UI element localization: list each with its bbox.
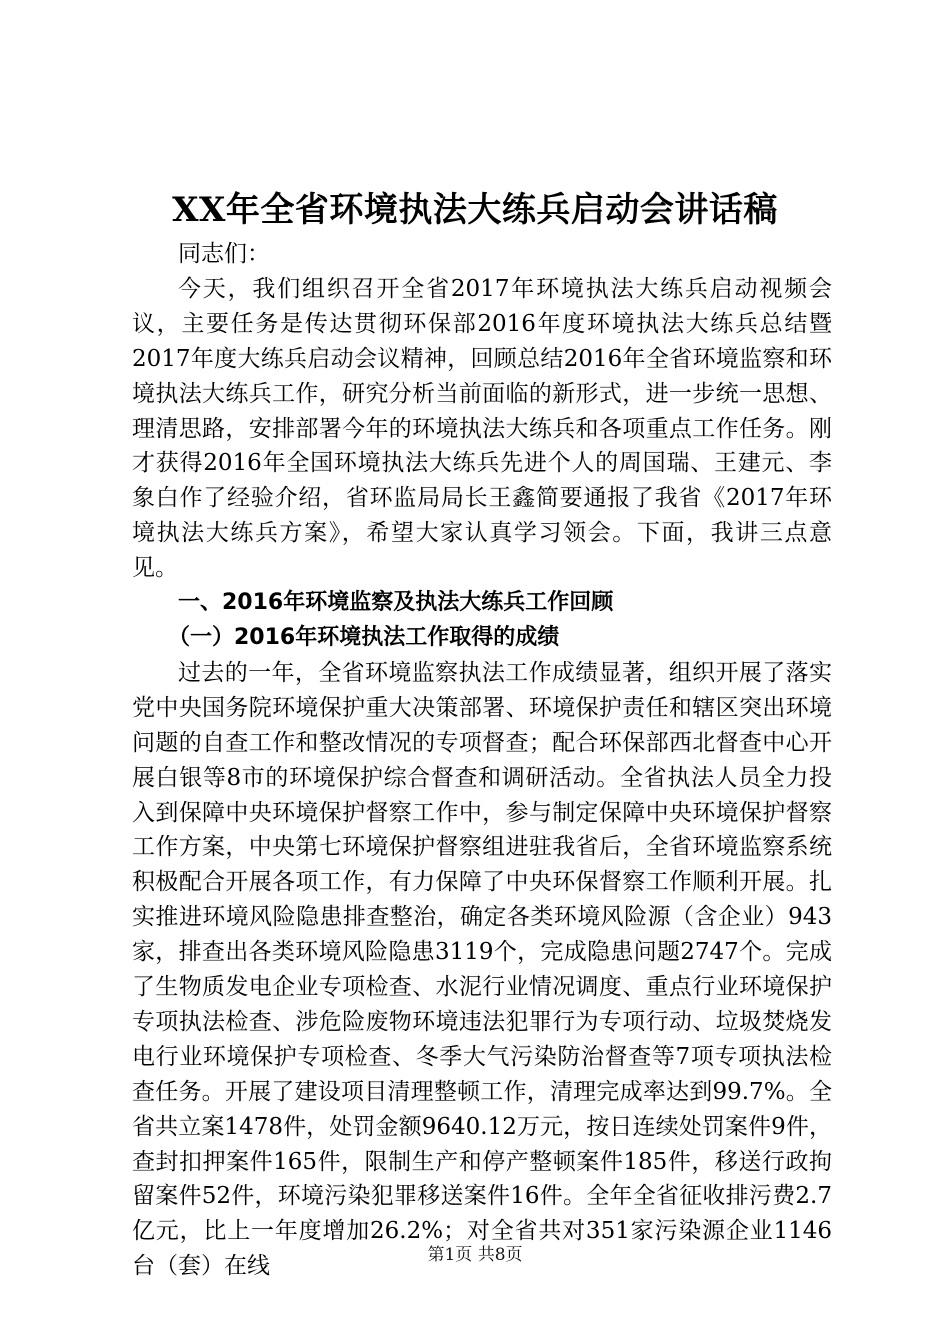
subsection-heading: （一）2016年环境执法工作取得的成绩 bbox=[168, 624, 560, 650]
document-title: XX年全省环境执法大练兵启动会讲话稿 bbox=[172, 190, 778, 230]
salutation: 同志们： bbox=[178, 241, 270, 267]
document-body bbox=[132, 237, 832, 1284]
page-number-footer: 第1页 共8页 bbox=[427, 1245, 523, 1265]
section-heading: 一、2016年环境监察及执法大练兵工作回顾 bbox=[178, 590, 614, 616]
intro-paragraph: 今天，我们组织召开全省2017年环境执法大练兵启动视频会议，主要任务是传达贯彻环保部2016年度环境执法大练兵总结暨2017年度大练兵启动会议精神，回顾总结2016年全省环境监察和环境执法大练兵工作，研究分析当前面临的新形式，进一步统一思想、理清思路，安排部署今年的环境执法大练兵和各项重点工作任务。刚才获得2016年全国环境执法大练兵先进个人的周国瑞、王建元、李象白作了经验介绍，省环监局局长王鑫简要通报了我省《2017年环境执法大练兵方案》，希望大家认真学习领会。下面，我讲三点意见。 bbox=[132, 275, 832, 582]
achievements-paragraph: 过去的一年，全省环境监察执法工作成绩显著，组织开展了落实党中央国务院环境保护重大决策部署、环境保护责任和辖区突出环境问题的自查工作和整改情况的专项督查；配合环保部西北督查中心开展白银等8市的环境保护综合督查和调研活动。全省执法人员全力投入到保障中央环境保护督察工作中，参与制定保障中央环境保护督察工作方案，中央第七环境保护督察组进驻我省后，全省环境监察系统积极配合开展各项工作，有力保障了中央环保督察工作顺利开展。扎实推进环境风险隐患排查整治，确定各类环境风险源（含企业）943家，排查出各类环境风险隐患3119个，完成隐患问题2747个。完成了生物质发电企业专项检查、水泥行业情况调度、重点行业环境保护专项执法检查、涉危险废物环境违法犯罪行为专项行动、垃圾焚烧发电行业环境保护专项检查、冬季大气污染防治督查等7项专项执法检查任务。开展了建设项目清理整顿工作，清理完成率达到99.7%。全省共立案1478件，处罚金额9640.12万元，按日连续处罚案件9件，查封扣押案件165件，限制生产和停产整顿案件185件，移送行政拘留案件52件，环境污染犯罪移送案件16件。全年全省征收排污费2.7亿元，比上一年度增加26.2%；对全省共对351家污染源企业1146台（套）在线 bbox=[132, 659, 832, 1280]
